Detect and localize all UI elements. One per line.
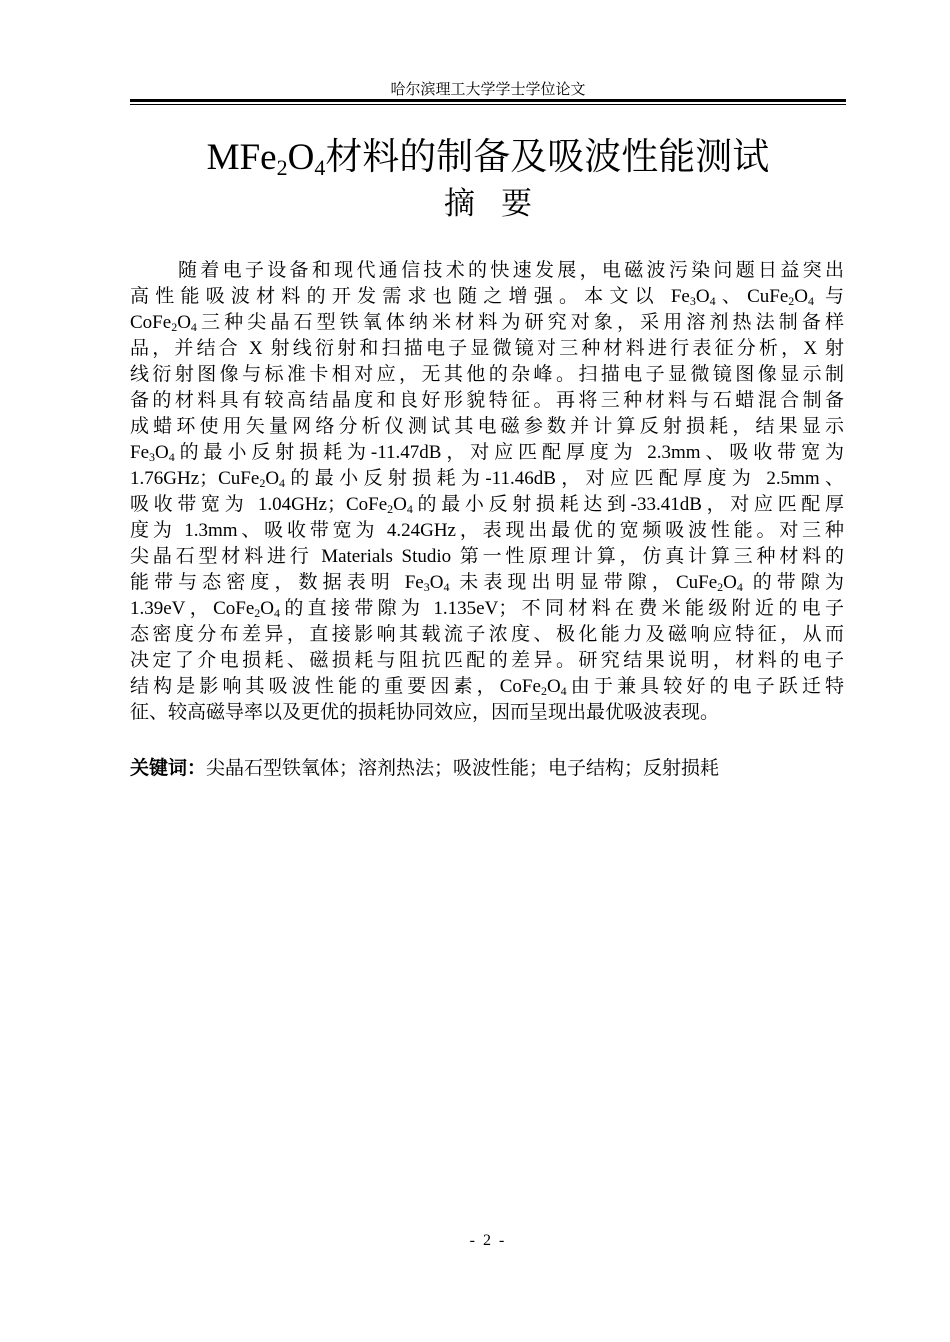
chemical-subscript: 2: [171, 320, 178, 334]
header-rule-thick: [130, 99, 846, 102]
abstract-line: 备的材料具有较高结晶度和良好形貌特征。再将三种材料与石蜡混合制备: [130, 390, 844, 411]
chemical-subscript: 4: [273, 606, 280, 620]
abstract-line: 吸收带宽为 1.04GHz；$CoFe_2O_4$的最小反射损耗达到-33.41dB，对应匹配厚: [130, 494, 844, 516]
chemical-subscript: 4: [279, 476, 286, 490]
abstract-line: 随着电子设备和现代通信技术的快速发展，电磁波污染问题日益突出: [178, 260, 844, 281]
chemical-subscript: 3: [423, 580, 430, 594]
keywords-line: [130, 755, 846, 782]
keywords-label: 关键词：: [130, 757, 207, 779]
abstract-heading: 摘要: [444, 186, 558, 222]
chemical-subscript: 2: [387, 502, 394, 516]
chemical-subscript: 2: [540, 684, 547, 698]
abstract-line: 度为 1.3mm、吸收带宽为 4.24GHz，表现出最优的宽频吸波性能。对三种: [130, 520, 844, 541]
document-title: [130, 134, 846, 182]
chemical-subscript: 4: [807, 294, 814, 308]
abstract-line: 结构是影响其吸波性能的重要因素，$CoFe_2O_4$由于兼具较好的电子跃迁特: [130, 676, 844, 698]
title-prefix: MFe: [206, 137, 277, 178]
chemical-subscript: 2: [717, 580, 724, 594]
chemical-subscript: 4: [443, 580, 450, 594]
abstract-line: 成蜡环使用矢量网络分析仪测试其电磁参数并计算反射损耗，结果显示: [130, 416, 844, 437]
keywords-text: 尖晶石型铁氧体；溶剂热法；吸波性能；电子结构；反射损耗: [206, 758, 720, 779]
header-rule-thin: [130, 104, 846, 105]
abstract-line: 决定了介电损耗、磁损耗与阻抗匹配的差异。研究结果说明，材料的电子: [130, 650, 844, 671]
abstract-line: $CoFe_2O_4$三种尖晶石型铁氧体纳米材料为研究对象，采用溶剂热法制备样: [130, 312, 844, 334]
abstract-line: 线衍射图像与标准卡相对应，无其他的杂峰。扫描电子显微镜图像显示制: [130, 364, 844, 385]
abstract-line: 征、较高磁导率以及更优的损耗协同效应，因而呈现出最优吸波表现。: [130, 702, 720, 723]
abstract-line: 1.39eV，$CoFe_2O_4$的直接带隙为 1.135eV；不同材料在费米能级附近的电子: [130, 598, 844, 620]
abstract-body: [130, 258, 844, 726]
abstract-line: 能带与态密度，数据表明 $Fe_3O_4$ 未表现出明显带隙，$CuFe_2O_4$ 的带隙为: [130, 572, 844, 594]
chemical-subscript: 2: [259, 476, 266, 490]
title-sub-1: 2: [276, 155, 288, 180]
abstract-line: 高性能吸波材料的开发需求也随之增强。本文以 $Fe_3O_4$、$CuFe_2O_4$ 与: [130, 286, 844, 308]
title-sub-2: 4: [314, 155, 326, 180]
chemical-subscript: 3: [149, 450, 155, 464]
abstract-line: $Fe_3O_4$的最小反射损耗为-11.47dB，对应匹配厚度为 2.3mm、吸收带宽为: [130, 442, 844, 464]
chemical-subscript: 4: [168, 450, 175, 464]
chemical-subscript: 2: [254, 606, 261, 620]
chemical-subscript: 2: [788, 294, 795, 308]
chemical-subscript: 4: [190, 320, 197, 334]
title-mid: O: [287, 137, 315, 178]
chemical-subscript: 4: [709, 294, 716, 308]
page-number: - 2 -: [469, 1232, 507, 1249]
abstract-line: 尖晶石型材料进行 Materials Studio 第一性原理计算，仿真计算三种材料的: [130, 546, 844, 567]
abstract-line: 品，并结合 X 射线衍射和扫描电子显微镜对三种材料进行表征分析，X 射: [130, 338, 844, 359]
chemical-subscript: 4: [406, 502, 413, 516]
chemical-subscript: 4: [736, 580, 743, 594]
title-suffix: 材料的制备及吸波性能测试: [325, 137, 770, 178]
chemical-subscript: 4: [560, 684, 567, 698]
abstract-line: 态密度分布差异，直接影响其载流子浓度、极化能力及磁响应特征，从而: [130, 624, 844, 645]
running-header: 哈尔滨理工大学学士学位论文: [390, 82, 586, 98]
abstract-line: 1.76GHz；$CuFe_2O_4$的最小反射损耗为-11.46dB，对应匹配厚度为 2.5mm、: [130, 468, 844, 490]
chemical-subscript: 3: [689, 294, 696, 308]
